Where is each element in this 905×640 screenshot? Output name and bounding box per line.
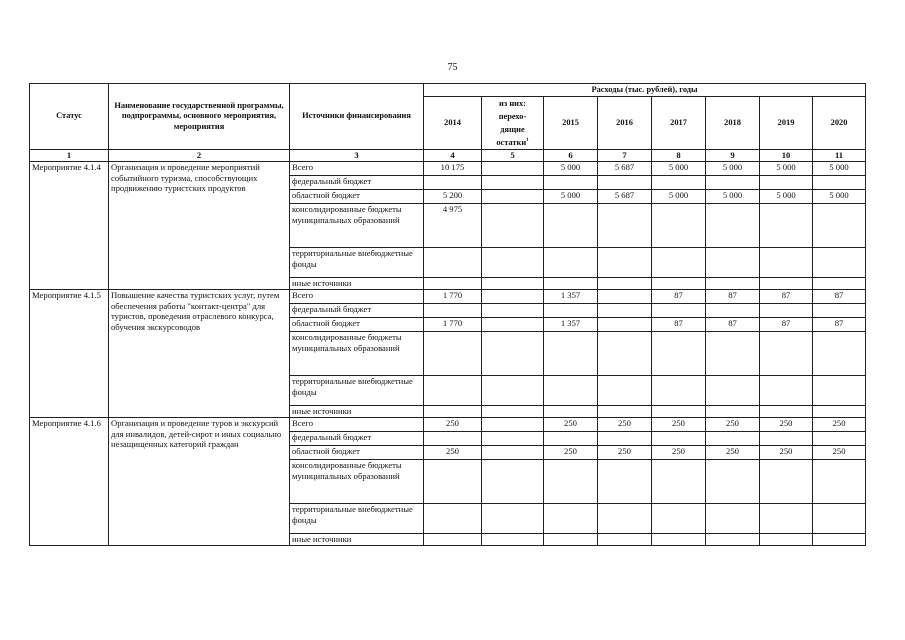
column-number: 10 xyxy=(760,150,813,162)
header-name: Наименование государственной программы, подпрограммы, основного мероприятия, мероприятия xyxy=(109,84,290,150)
amount-cell: 250 xyxy=(760,445,813,459)
amount-cell: 5 687 xyxy=(598,189,652,203)
page-number: 75 xyxy=(447,62,458,73)
amount-cell xyxy=(482,375,544,405)
amount-cell xyxy=(482,303,544,317)
header-year-2020: 2020 xyxy=(813,97,866,150)
funding-source: Всего xyxy=(290,289,424,303)
column-number: 3 xyxy=(290,150,424,162)
table-row xyxy=(30,289,866,303)
amount-cell xyxy=(482,431,544,445)
amount-cell xyxy=(706,405,760,417)
amount-cell xyxy=(424,175,482,189)
amount-cell xyxy=(652,459,706,503)
amount-cell: 5 000 xyxy=(760,189,813,203)
amount-cell xyxy=(760,247,813,277)
amount-cell xyxy=(482,405,544,417)
amount-cell xyxy=(760,503,813,533)
amount-cell: 5 000 xyxy=(706,189,760,203)
amount-cell xyxy=(482,417,544,431)
header-status: Статус xyxy=(30,84,109,150)
header-carryover-line1: из них: xyxy=(499,99,526,108)
column-number: 2 xyxy=(109,150,290,162)
amount-cell xyxy=(760,459,813,503)
amount-cell: 250 xyxy=(598,417,652,431)
amount-cell xyxy=(598,405,652,417)
funding-source: федеральный бюджет xyxy=(290,431,424,445)
amount-cell xyxy=(598,303,652,317)
amount-cell xyxy=(544,533,598,545)
column-number: 7 xyxy=(598,150,652,162)
amount-cell xyxy=(482,459,544,503)
header-carryover xyxy=(482,97,544,150)
amount-cell xyxy=(813,247,866,277)
header-expenses-group: Расходы (тыс. рублей), годы xyxy=(424,84,866,97)
amount-cell: 5 687 xyxy=(598,161,652,175)
funding-source: федеральный бюджет xyxy=(290,303,424,317)
funding-source: областной бюджет xyxy=(290,445,424,459)
amount-cell xyxy=(544,331,598,375)
amount-cell: 5 000 xyxy=(706,161,760,175)
amount-cell: 1 770 xyxy=(424,289,482,303)
amount-cell: 5 000 xyxy=(652,189,706,203)
amount-cell xyxy=(652,405,706,417)
amount-cell: 87 xyxy=(813,317,866,331)
table-row xyxy=(30,161,866,175)
amount-cell xyxy=(482,247,544,277)
amount-cell xyxy=(706,459,760,503)
amount-cell xyxy=(424,431,482,445)
amount-cell xyxy=(424,375,482,405)
measure-name: Организация и проведение мероприятий событийного туризма, способствующих продвижению туристских продуктов xyxy=(109,161,290,289)
amount-cell xyxy=(652,375,706,405)
amount-cell xyxy=(544,405,598,417)
amount-cell xyxy=(482,203,544,247)
amount-cell xyxy=(544,503,598,533)
amount-cell xyxy=(813,459,866,503)
column-number-row xyxy=(30,150,866,162)
amount-cell: 87 xyxy=(760,289,813,303)
amount-cell xyxy=(706,375,760,405)
amount-cell xyxy=(544,459,598,503)
amount-cell xyxy=(813,431,866,445)
amount-cell: 5 000 xyxy=(760,161,813,175)
header-year-2014: 2014 xyxy=(424,97,482,150)
amount-cell xyxy=(544,375,598,405)
amount-cell xyxy=(813,503,866,533)
amount-cell xyxy=(598,289,652,303)
amount-cell xyxy=(482,277,544,289)
funding-source: консолидированные бюджеты муниципальных образований xyxy=(290,331,424,375)
amount-cell: 87 xyxy=(706,317,760,331)
amount-cell xyxy=(652,175,706,189)
amount-cell xyxy=(544,303,598,317)
header-carryover-line2: перехо- xyxy=(498,112,527,122)
column-number: 11 xyxy=(813,150,866,162)
funding-source: иные источники xyxy=(290,277,424,289)
amount-cell: 250 xyxy=(706,417,760,431)
amount-cell xyxy=(706,331,760,375)
amount-cell xyxy=(424,277,482,289)
amount-cell xyxy=(482,317,544,331)
amount-cell xyxy=(598,247,652,277)
amount-cell xyxy=(424,405,482,417)
funding-source: областной бюджет xyxy=(290,189,424,203)
table-row xyxy=(30,417,866,431)
amount-cell xyxy=(598,203,652,247)
amount-cell xyxy=(706,203,760,247)
measure-name: Организация и проведение туров и экскурсий для инвалидов, детей-сирот и иных социально незащищенных категорий граждан xyxy=(109,417,290,545)
amount-cell xyxy=(652,303,706,317)
amount-cell xyxy=(598,375,652,405)
footnote-marker: 1 xyxy=(526,138,529,144)
amount-cell xyxy=(706,175,760,189)
amount-cell xyxy=(706,431,760,445)
header-carryover-line4: остатки xyxy=(496,138,527,148)
amount-cell xyxy=(544,247,598,277)
amount-cell: 1 357 xyxy=(544,317,598,331)
amount-cell: 5 000 xyxy=(652,161,706,175)
amount-cell xyxy=(760,533,813,545)
amount-cell xyxy=(652,277,706,289)
amount-cell xyxy=(813,331,866,375)
funding-source: иные источники xyxy=(290,533,424,545)
funding-source: территориальные внебюджетные фонды xyxy=(290,503,424,533)
amount-cell xyxy=(598,459,652,503)
amount-cell: 5 200 xyxy=(424,189,482,203)
amount-cell: 87 xyxy=(760,317,813,331)
funding-source: Всего xyxy=(290,161,424,175)
amount-cell: 5 000 xyxy=(544,161,598,175)
amount-cell xyxy=(598,533,652,545)
header-year-2015: 2015 xyxy=(544,97,598,150)
amount-cell xyxy=(424,459,482,503)
measure-name: Повышение качества туристских услуг, путем обеспечения работы "контакт-центра" для туристов, проведения отраслевого конкурса, обучения экскурсоводов xyxy=(109,289,290,417)
funding-source: консолидированные бюджеты муниципальных образований xyxy=(290,459,424,503)
amount-cell xyxy=(424,303,482,317)
amount-cell xyxy=(706,277,760,289)
amount-cell xyxy=(813,533,866,545)
amount-cell xyxy=(813,405,866,417)
amount-cell xyxy=(424,503,482,533)
amount-cell xyxy=(482,289,544,303)
amount-cell xyxy=(598,431,652,445)
amount-cell xyxy=(652,503,706,533)
amount-cell xyxy=(424,331,482,375)
amount-cell xyxy=(598,503,652,533)
amount-cell xyxy=(813,375,866,405)
funding-source: федеральный бюджет xyxy=(290,175,424,189)
funding-source: областной бюджет xyxy=(290,317,424,331)
amount-cell xyxy=(760,405,813,417)
header-sources: Источники финансирования xyxy=(290,84,424,150)
amount-cell: 250 xyxy=(598,445,652,459)
amount-cell: 87 xyxy=(813,289,866,303)
amount-cell xyxy=(760,303,813,317)
amount-cell xyxy=(652,331,706,375)
amount-cell xyxy=(482,189,544,203)
amount-cell: 87 xyxy=(706,289,760,303)
amount-cell xyxy=(706,533,760,545)
amount-cell xyxy=(482,533,544,545)
measure-status: Мероприятие 4.1.5 xyxy=(30,289,109,417)
header-year-2017: 2017 xyxy=(652,97,706,150)
amount-cell xyxy=(760,175,813,189)
column-number: 4 xyxy=(424,150,482,162)
financing-table xyxy=(29,83,866,546)
amount-cell: 87 xyxy=(652,317,706,331)
funding-source: территориальные внебюджетные фонды xyxy=(290,247,424,277)
amount-cell xyxy=(598,175,652,189)
amount-cell: 5 000 xyxy=(813,189,866,203)
table-body xyxy=(30,150,866,546)
column-number: 6 xyxy=(544,150,598,162)
funding-source: Всего xyxy=(290,417,424,431)
amount-cell xyxy=(482,503,544,533)
amount-cell xyxy=(760,431,813,445)
amount-cell xyxy=(813,303,866,317)
amount-cell: 250 xyxy=(652,445,706,459)
amount-cell: 250 xyxy=(760,417,813,431)
amount-cell: 250 xyxy=(544,417,598,431)
amount-cell xyxy=(482,161,544,175)
amount-cell xyxy=(760,375,813,405)
header-year-2019: 2019 xyxy=(760,97,813,150)
measure-status: Мероприятие 4.1.6 xyxy=(30,417,109,545)
amount-cell xyxy=(424,533,482,545)
amount-cell xyxy=(652,203,706,247)
funding-source: консолидированные бюджеты муниципальных образований xyxy=(290,203,424,247)
amount-cell xyxy=(706,247,760,277)
header-carryover-line3: дящие xyxy=(500,125,525,135)
measure-status: Мероприятие 4.1.4 xyxy=(30,161,109,289)
amount-cell: 250 xyxy=(652,417,706,431)
amount-cell xyxy=(482,445,544,459)
amount-cell: 1 770 xyxy=(424,317,482,331)
amount-cell xyxy=(544,277,598,289)
amount-cell xyxy=(813,175,866,189)
header-year-2018: 2018 xyxy=(706,97,760,150)
amount-cell: 250 xyxy=(424,417,482,431)
amount-cell: 4 975 xyxy=(424,203,482,247)
header-year-2016: 2016 xyxy=(598,97,652,150)
amount-cell: 1 357 xyxy=(544,289,598,303)
amount-cell: 250 xyxy=(813,445,866,459)
amount-cell xyxy=(598,317,652,331)
amount-cell xyxy=(544,203,598,247)
amount-cell xyxy=(598,331,652,375)
amount-cell xyxy=(652,431,706,445)
amount-cell xyxy=(544,431,598,445)
column-number: 9 xyxy=(706,150,760,162)
amount-cell xyxy=(652,533,706,545)
amount-cell xyxy=(760,331,813,375)
amount-cell: 250 xyxy=(813,417,866,431)
amount-cell: 5 000 xyxy=(544,189,598,203)
amount-cell: 87 xyxy=(652,289,706,303)
column-number: 8 xyxy=(652,150,706,162)
amount-cell xyxy=(482,331,544,375)
column-number: 1 xyxy=(30,150,109,162)
amount-cell xyxy=(652,247,706,277)
amount-cell xyxy=(544,175,598,189)
amount-cell xyxy=(482,175,544,189)
amount-cell: 5 000 xyxy=(813,161,866,175)
amount-cell: 250 xyxy=(706,445,760,459)
funding-source: иные источники xyxy=(290,405,424,417)
amount-cell xyxy=(598,277,652,289)
amount-cell xyxy=(706,303,760,317)
column-number: 5 xyxy=(482,150,544,162)
amount-cell xyxy=(760,203,813,247)
amount-cell xyxy=(813,203,866,247)
amount-cell xyxy=(813,277,866,289)
funding-source: территориальные внебюджетные фонды xyxy=(290,375,424,405)
amount-cell xyxy=(424,247,482,277)
amount-cell: 250 xyxy=(544,445,598,459)
amount-cell: 10 175 xyxy=(424,161,482,175)
amount-cell: 250 xyxy=(424,445,482,459)
amount-cell xyxy=(706,503,760,533)
amount-cell xyxy=(760,277,813,289)
